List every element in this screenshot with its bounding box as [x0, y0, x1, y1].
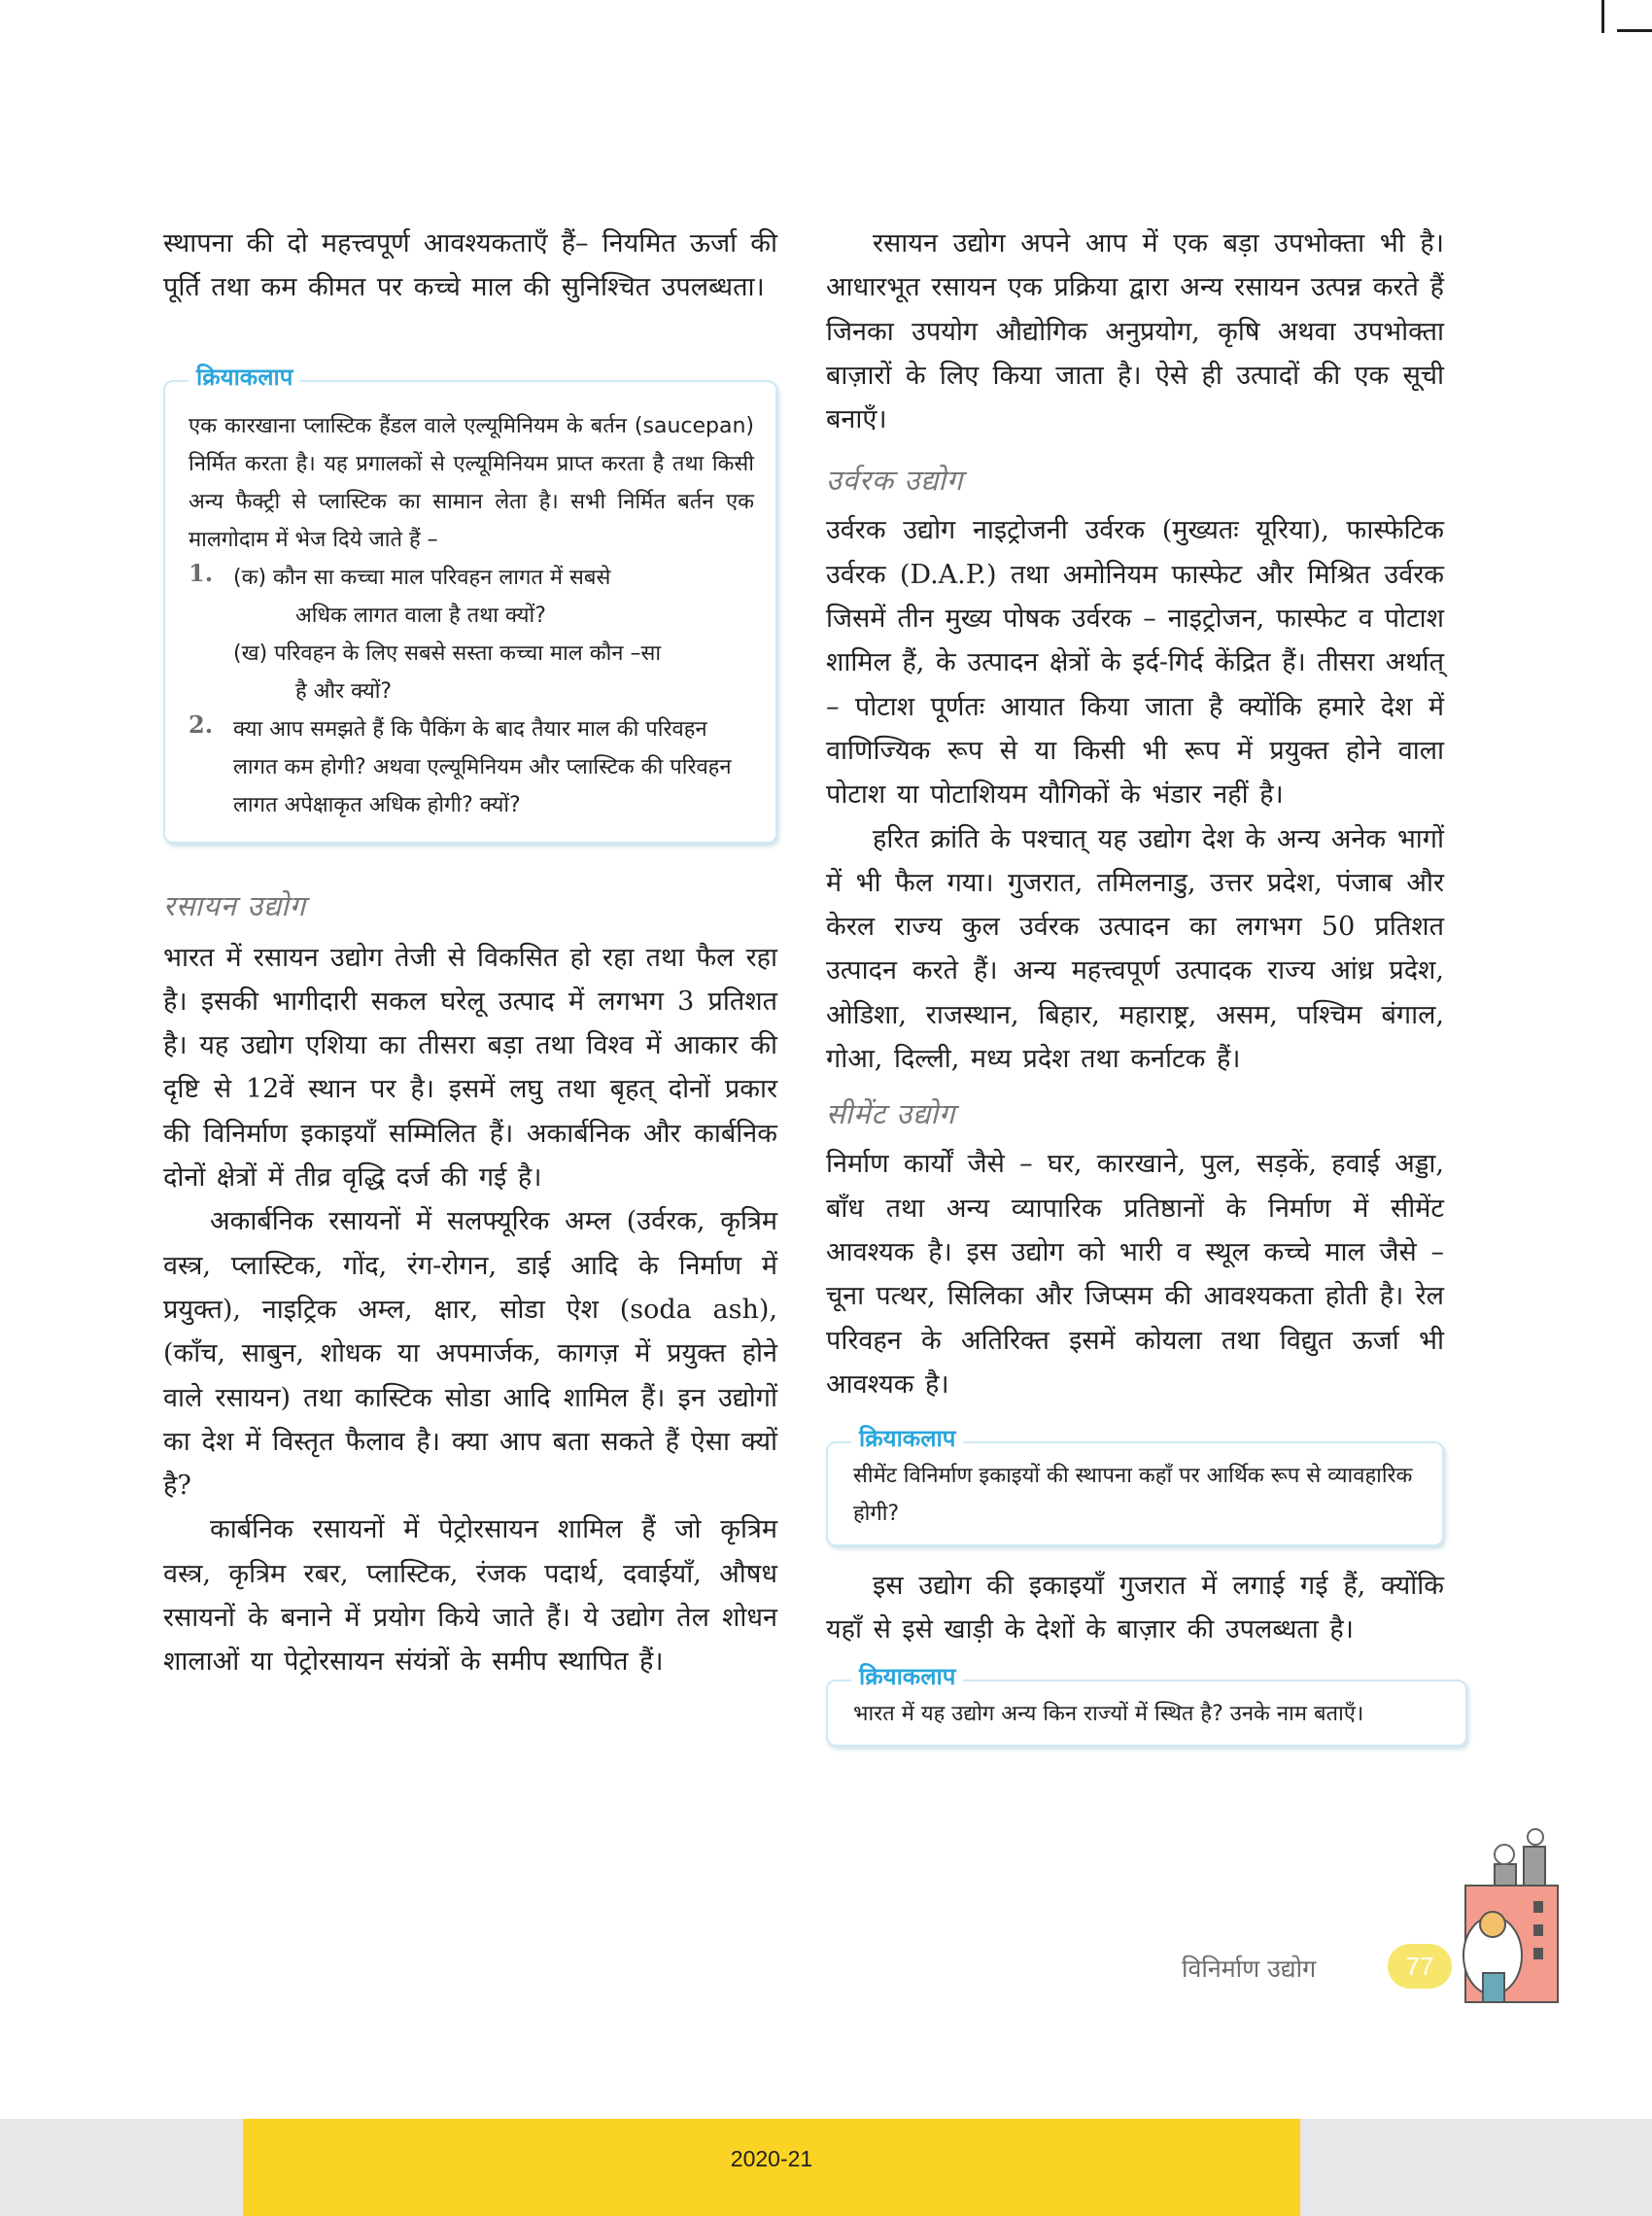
question-2-text: क्या आप समझते हैं कि पैकिंग के बाद तैयार माल की परिवहन लागत कम होगी? अथवा एल्यूमिनियम और प्लास्टिक की परिवहन लागत अपेक्षाकृत अधिक होगी? क्यों? [233, 716, 732, 817]
intro-paragraph-right: रसायन उद्योग अपने आप में एक बड़ा उपभोक्ता भी है। आधारभूत रसायन एक प्रक्रिया द्वारा अन्य रसायन उत्पन्न करते हैं जिनका उपयोग औद्योगिक अनुप्रयोग, कृषि अथवा उपभोक्ता बाज़ारों के लिए किया जाता है। ऐसे ही उत्पादों की एक सूची बनाएँ। [826, 228, 1444, 435]
chemical-paragraph-1: भारत में रसायन उद्योग तेजी से विकसित हो रहा तथा फैल रहा है। इसकी भागीदारी सकल घरेलू उत्पाद में लगभग 3 प्रतिशत है। यह उद्योग एशिया का तीसरा बड़ा तथा विश्व में आकार की दृष्टि से 12वें स्थान पर है। इसमें लघु तथा बृहत् दोनों प्रकार की विनिर्माण इकाइयाँ सम्मिलित हैं। अकार्बनिक और कार्बनिक दोनों क्षेत्रों में तीव्र वृद्धि दर्ज की गई है। [163, 942, 777, 1194]
question-number: 2. [189, 710, 214, 739]
question-1b-line1: (ख) परिवहन के लिए सबसे सस्ता कच्चा माल कौन –सा [233, 641, 662, 666]
edition-year: 2020-21 [730, 2146, 813, 2171]
section-heading-chemical: रसायन उद्योग [163, 888, 307, 922]
intro-paragraph-left: स्थापना की दो महत्त्वपूर्ण आवश्यकताएँ हैं– नियमित ऊर्जा की पूर्ति तथा कम कीमत पर कच्चे माल की सुनिश्चित उपलब्धता। [163, 228, 777, 303]
fertilizer-paragraph-1: उर्वरक उद्योग नाइट्रोजनी उर्वरक (मुख्यतः यूरिया), फास्फेटिक उर्वरक (D.A.P.) तथा अमोनियम फास्फेट और मिश्रित उर्वरक जिसमें तीन मुख्य पोषक उर्वरक – नाइट्रोजन, फास्फेट व पोटाश शामिल हैं, के उत्पादन क्षेत्रों के इर्द-गिर्द केंद्रित हैं। तीसरा अर्थात् – पोटाश पूर्णतः आयात किया जाता है क्योंकि हमारे देश में वाणिज्यिक रूप से या किसी भी रूप में प्रयुक्त होने वाला पोटाश या पोटाशियम यौगिकों के भंडार नहीं है। [826, 515, 1444, 811]
activity-question-1 [189, 559, 754, 597]
cement-paragraph-2: इस उद्योग की इकाइयाँ गुजरात में लगाई गई हैं, क्योंकि यहाँ से इसे खाड़ी के देशों के बाज़ार की उपलब्धता है। [826, 1571, 1444, 1645]
section-heading-fertilizer: उर्वरक उद्योग [826, 464, 964, 498]
activity-label: क्रियाकलाप [851, 1660, 963, 1692]
question-number: 1. [189, 558, 214, 587]
page-number: 77 [1388, 1944, 1452, 1989]
right-column [826, 222, 1444, 1747]
activity-text: भारत में यह उद्योग अन्य किन राज्यों में स्थित है? उनके नाम बताएँ। [853, 1701, 1364, 1726]
activity-text: एक कारखाना प्लास्टिक हैंडल वाले एल्यूमिनियम के बर्तन (saucepan) निर्मित करता है। यह प्रगालकों से एल्यूमिनियम प्राप्त करता है तथा किसी अन्य फैक्ट्री से प्लास्टिक का सामान लेता है। सभी निर्मित बर्तन एक मालगोदाम में भेज दिये जाते हैं – [189, 413, 754, 552]
activity-text: सीमेंट विनिर्माण इकाइयों की स्थापना कहाँ पर आर्थिक रूप से व्यावहारिक होगी? [853, 1464, 1413, 1527]
year-band [243, 2119, 1300, 2216]
fertilizer-paragraph-2: हरित क्रांति के पश्चात् यह उद्योग देश के अन्य अनेक भागों में भी फैल गया। गुजरात, तमिलनाडु, उत्तर प्रदेश, पंजाब और केरल राज्य कुल उर्वरक उत्पादन का लगभग 50 प्रतिशत उत्पादन करते हैं। अन्य महत्त्वपूर्ण उत्पादक राज्य आंध्र प्रदेश, ओडिशा, राजस्थान, बिहार, महाराष्ट्र, असम, पश्चिम बंगाल, गोआ, दिल्ली, मध्य प्रदेश तथा कर्नाटक हैं। [826, 823, 1444, 1075]
chemical-paragraph-3: कार्बनिक रसायनों में पेट्रोरसायन शामिल हैं जो कृत्रिम वस्त्र, कृत्रिम रबर, प्लास्टिक, रंजक पदार्थ, दवाईयाँ, औषध रसायनों के बनाने में प्रयोग किये जाते हैं। ये उद्योग तेल शोधन शालाओं या पेट्रोरसायन संयंत्रों के समीप स्थापित हैं। [163, 1514, 777, 1678]
activity-box-transport [163, 363, 777, 844]
left-column [163, 222, 777, 1684]
activity-box-cement [826, 1425, 1444, 1546]
activity-label: क्रियाकलाप [189, 361, 300, 393]
crop-mark-top [1601, 0, 1604, 33]
question-1a-line2: अधिक लागत वाला है तथा क्यों? [295, 603, 546, 628]
question-1a-line1: (क) कौन सा कच्चा माल परिवहन लागत में सबसे [233, 565, 611, 590]
section-heading-cement: सीमेंट उद्योग [826, 1097, 956, 1131]
crop-mark-top-right [1617, 29, 1652, 32]
activity-box-states [826, 1662, 1467, 1747]
cement-paragraph-1: निर्माण कार्यों जैसे – घर, कारखाने, पुल, सड़कें, हवाई अड्डा, बाँध तथा अन्य व्यापारिक प्रतिष्ठानों के निर्माण में सीमेंट आवश्यक है। इस उद्योग को भारी व स्थूल कच्चे माल जैसे – चूना पत्थर, सिलिका और जिप्सम की आवश्यकता होती है। रेल परिवहन के अतिरिक्त इसमें कोयला तथा विद्युत ऊर्जा भी आवश्यक है। [826, 1149, 1444, 1400]
activity-label: क्रियाकलाप [851, 1422, 963, 1454]
activity-question-2 [189, 710, 754, 824]
footer-chapter-title: विनिर्माण उद्योग [1182, 1955, 1317, 1983]
factory-illustration [1427, 1827, 1572, 2022]
question-1b-line2: है और क्यों? [295, 678, 393, 704]
chemical-paragraph-2: अकार्बनिक रसायनों में सलफ्यूरिक अम्ल (उर्वरक, कृत्रिम वस्त्र, प्लास्टिक, गोंद, रंग-रोगन, डाई आदि के निर्माण में प्रयुक्त), नाइट्रिक अम्ल, क्षार, सोडा ऐश (soda ash), (काँच, साबुन, शोधक या अपमार्जक, कागज़ में प्रयुक्त होने वाले रसायन) तथा कास्टिक सोडा आदि शामिल हैं। इन उद्योगों का देश में विस्तृत फैलाव है। क्या आप बता सकते हैं ऐसा क्यों है? [163, 1206, 777, 1502]
